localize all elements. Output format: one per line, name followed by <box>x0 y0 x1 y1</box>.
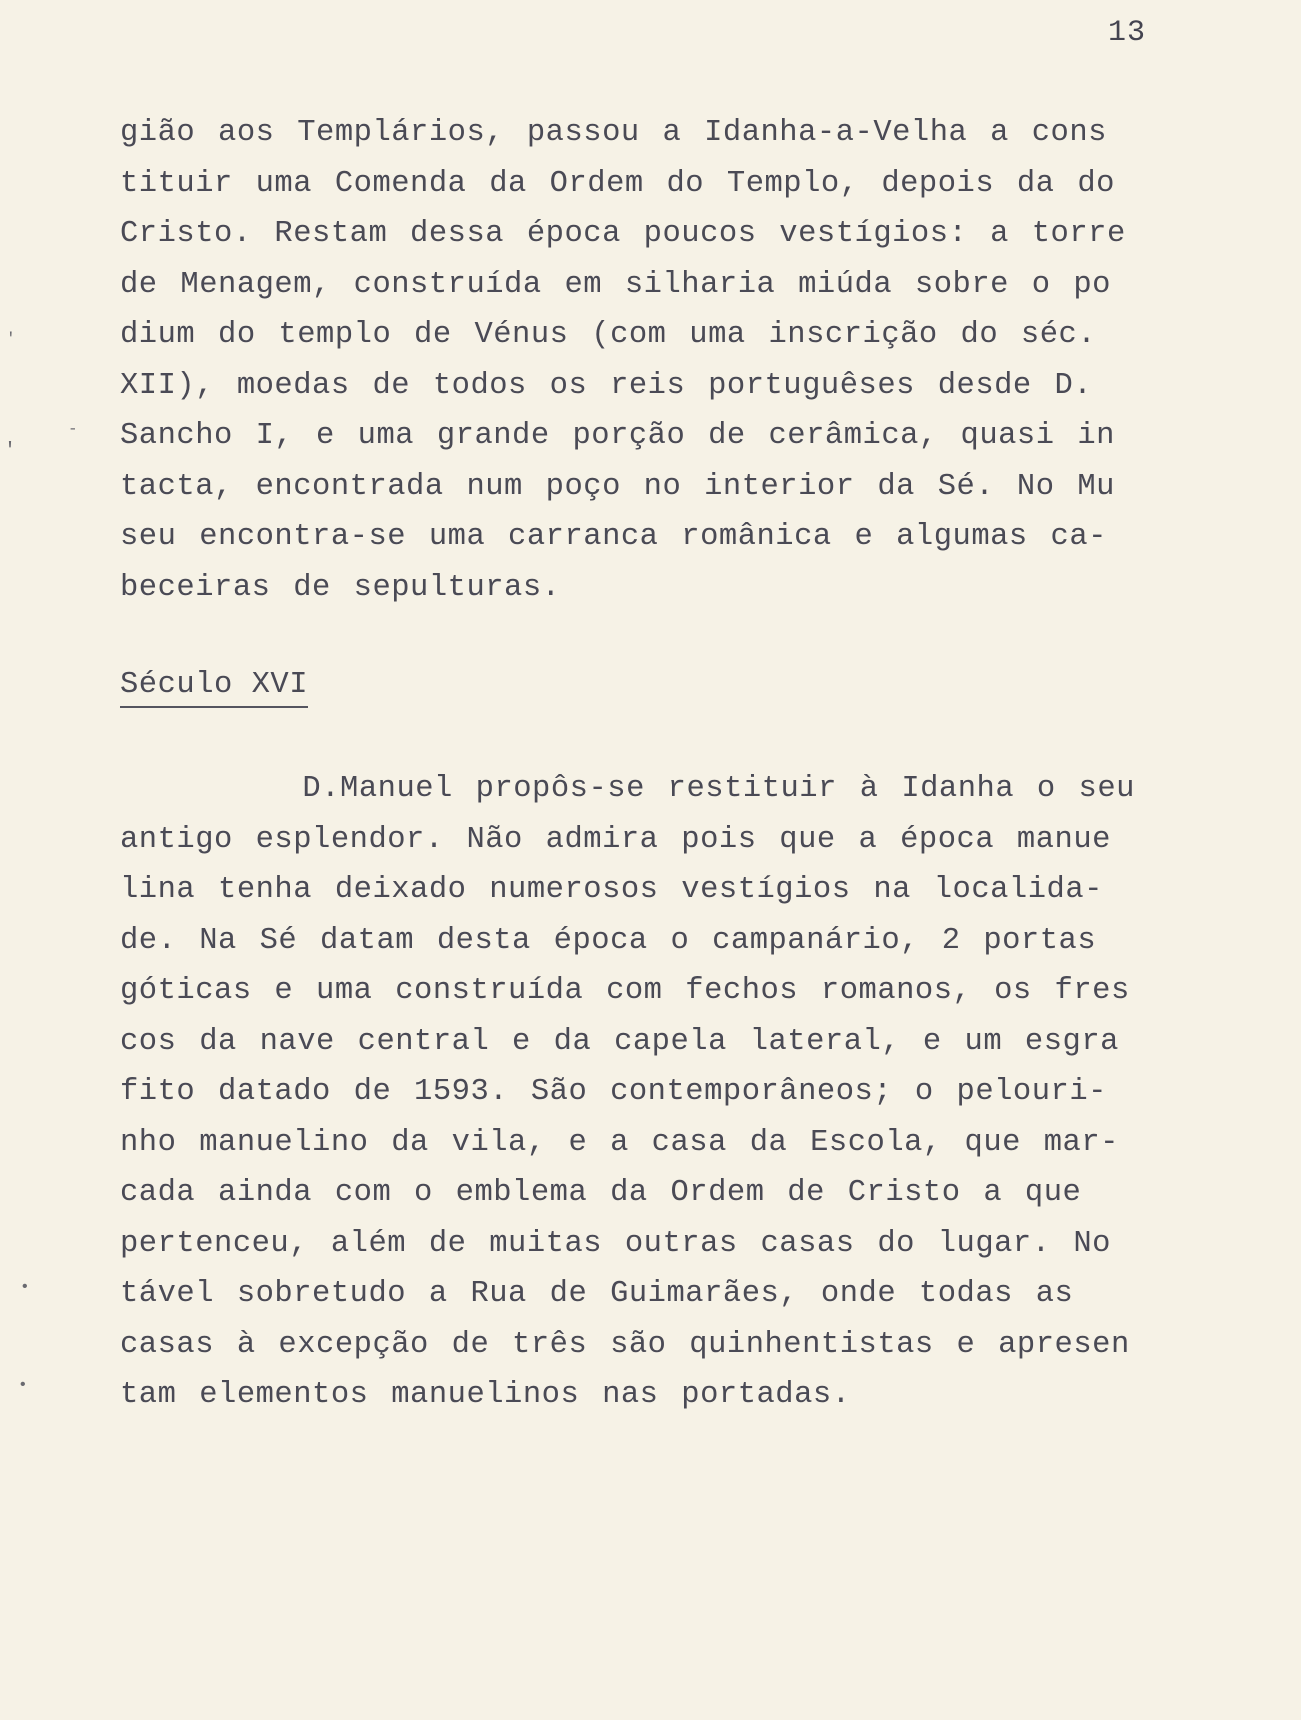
text-line: tam elementos manuelinos nas portadas. <box>120 1378 851 1412</box>
text-line: nho manuelino da vila, e a casa da Escola, que mar- <box>120 1125 1119 1160</box>
text-line: tável sobretudo a Rua de Guimarães, onde todas as <box>120 1277 1074 1311</box>
text-line: Cristo. Restam dessa época poucos vestígios: a torre <box>120 217 1126 251</box>
text-line: Sancho I, e uma grande porção de cerâmica, quasi in <box>120 419 1115 453</box>
text-line: antigo esplendor. Não admira pois que a época manue <box>120 822 1111 857</box>
text-line: cada ainda com o emblema da Ordem de Cristo a que <box>120 1176 1082 1210</box>
page-number: 13 <box>1108 16 1147 50</box>
margin-mark: - <box>68 420 78 438</box>
text-line: dium do templo de Vénus (com uma inscrição do séc. <box>120 318 1097 352</box>
text-line: casas à excepção de três são quinhentistas e apresen <box>120 1327 1130 1362</box>
margin-mark: • <box>20 1278 30 1296</box>
text-line: fito datado de 1593. São contemporâneos; o pelouri- <box>120 1075 1107 1109</box>
text-line: beceiras de sepulturas. <box>120 570 561 605</box>
text-line: góticas e uma construída com fechos romanos, os fres <box>120 974 1130 1008</box>
section-heading: Século XVI <box>120 660 308 708</box>
paragraph-manuel <box>120 764 1200 1421</box>
text-line: lina tenha deixado numerosos vestígios na localida- <box>120 873 1103 907</box>
text-line: gião aos Templários, passou a Idanha-a-Velha a cons <box>120 116 1107 150</box>
text-line: tituir uma Comenda da Ordem do Templo, depois da do <box>120 166 1115 201</box>
paragraph-templars <box>120 108 1200 613</box>
text-line: cos da nave central e da capela lateral, e um esgra <box>120 1024 1119 1059</box>
margin-mark: ' <box>4 440 17 463</box>
text-line: de Menagem, construída em silharia miúda sobre o po <box>120 267 1111 302</box>
text-line: pertenceu, além de muitas outras casas do lugar. No <box>120 1226 1111 1261</box>
text-line: tacta, encontrada num poço no interior da Sé. No Mu <box>120 469 1115 504</box>
text-line: seu encontra-se uma carranca românica e algumas ca- <box>120 520 1107 554</box>
margin-mark: ' <box>6 330 16 348</box>
text-line: D.Manuel propôs-se restituir à Idanha o seu <box>120 772 1135 806</box>
text-line: de. Na Sé datam desta época o campanário, 2 portas <box>120 923 1097 958</box>
margin-mark: • <box>18 1376 28 1394</box>
text-line: XII), moedas de todos os reis portuguêses desde D. <box>120 368 1093 403</box>
